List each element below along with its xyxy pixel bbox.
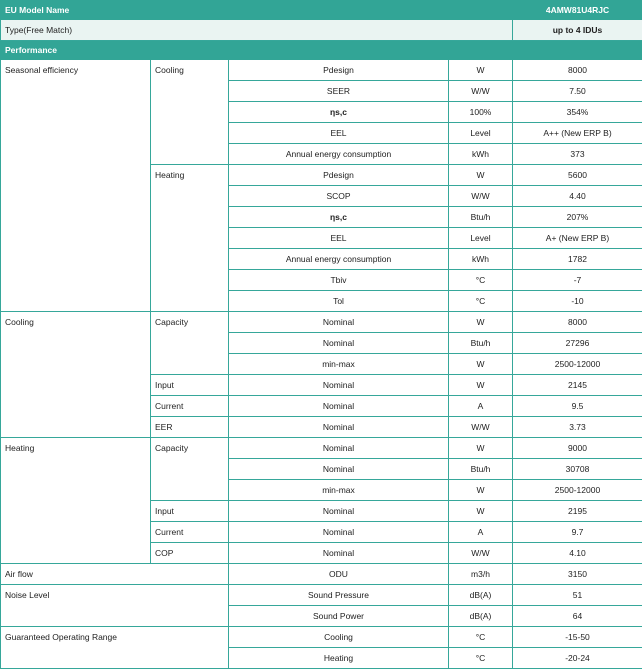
unit-cell: °C (449, 627, 513, 648)
param-cell: Annual energy consumption (229, 144, 449, 165)
value-cell: 3.73 (513, 417, 642, 438)
unit-cell: Btu/h (449, 459, 513, 480)
value-cell: 30708 (513, 459, 642, 480)
param-cell: Nominal (229, 501, 449, 522)
param-cell: Nominal (229, 522, 449, 543)
unit-cell: A (449, 396, 513, 417)
seasonal-heating-label: Heating (151, 165, 229, 312)
unit-cell: °C (449, 270, 513, 291)
cooling-input-label: Input (151, 375, 229, 396)
seasonal-cooling-label: Cooling (151, 60, 229, 165)
unit-cell: Btu/h (449, 333, 513, 354)
param-cell: ηs,c (229, 102, 449, 123)
value-cell: -20-24 (513, 648, 642, 669)
cooling-capacity-label: Capacity (151, 312, 229, 375)
param-cell: Tbiv (229, 270, 449, 291)
cooling-section-label: Cooling (1, 312, 151, 438)
unit-cell: W/W (449, 186, 513, 207)
value-cell: 8000 (513, 312, 642, 333)
unit-cell: °C (449, 648, 513, 669)
value-cell: A+ (New ERP B) (513, 228, 642, 249)
value-cell: 27296 (513, 333, 642, 354)
model-name-value: 4AMW81U4RJC (513, 1, 642, 20)
unit-cell: Btu/h (449, 207, 513, 228)
value-cell: 51 (513, 585, 642, 606)
unit-cell: W (449, 480, 513, 501)
param-cell: min-max (229, 480, 449, 501)
value-cell: 2500-12000 (513, 480, 642, 501)
value-cell: 354% (513, 102, 642, 123)
param-cell: min-max (229, 354, 449, 375)
param-cell: Annual energy consumption (229, 249, 449, 270)
unit-cell: 100% (449, 102, 513, 123)
param-cell: SEER (229, 81, 449, 102)
value-cell: 2195 (513, 501, 642, 522)
param-cell: Pdesign (229, 60, 449, 81)
value-cell: 4.40 (513, 186, 642, 207)
param-cell: ODU (229, 564, 449, 585)
value-cell: 4.10 (513, 543, 642, 564)
seasonal-efficiency-label: Seasonal efficiency (1, 60, 151, 312)
heating-section-label: Heating (1, 438, 151, 564)
value-cell: -7 (513, 270, 642, 291)
unit-cell: W (449, 165, 513, 186)
param-cell: SCOP (229, 186, 449, 207)
unit-cell: W/W (449, 543, 513, 564)
unit-cell: dB(A) (449, 585, 513, 606)
param-cell: Sound Pressure (229, 585, 449, 606)
param-cell: Nominal (229, 438, 449, 459)
operating-range-label: Guaranteed Operating Range (1, 627, 229, 669)
unit-cell: W (449, 60, 513, 81)
heating-input-label: Input (151, 501, 229, 522)
table-row (1, 60, 642, 81)
performance-header: Performance (1, 41, 642, 60)
cooling-eer-label: EER (151, 417, 229, 438)
heating-cop-label: COP (151, 543, 229, 564)
unit-cell: W (449, 438, 513, 459)
unit-cell: m3/h (449, 564, 513, 585)
table-row (1, 585, 642, 606)
value-cell: 9000 (513, 438, 642, 459)
heating-capacity-label: Capacity (151, 438, 229, 501)
value-cell: -15-50 (513, 627, 642, 648)
param-cell: Sound Power (229, 606, 449, 627)
value-cell: 7.50 (513, 81, 642, 102)
heating-current-label: Current (151, 522, 229, 543)
value-cell: 5600 (513, 165, 642, 186)
value-cell: 1782 (513, 249, 642, 270)
param-cell: Cooling (229, 627, 449, 648)
table-row (1, 312, 642, 333)
unit-cell: W (449, 354, 513, 375)
unit-cell: A (449, 522, 513, 543)
param-cell: Tol (229, 291, 449, 312)
table-row (1, 627, 642, 648)
param-cell: Nominal (229, 543, 449, 564)
param-cell: Heating (229, 648, 449, 669)
air-flow-label: Air flow (1, 564, 229, 585)
param-cell: EEL (229, 123, 449, 144)
cooling-current-label: Current (151, 396, 229, 417)
param-cell: ηs,c (229, 207, 449, 228)
param-cell: Nominal (229, 417, 449, 438)
value-cell: 373 (513, 144, 642, 165)
unit-cell: W (449, 312, 513, 333)
value-cell: 64 (513, 606, 642, 627)
value-cell: -10 (513, 291, 642, 312)
param-cell: EEL (229, 228, 449, 249)
value-cell: 2500-12000 (513, 354, 642, 375)
type-value: up to 4 IDUs (513, 20, 642, 41)
unit-cell: W (449, 375, 513, 396)
unit-cell: Level (449, 123, 513, 144)
type-row (1, 20, 642, 41)
value-cell: 3150 (513, 564, 642, 585)
unit-cell: Level (449, 228, 513, 249)
value-cell: 9.7 (513, 522, 642, 543)
unit-cell: kWh (449, 144, 513, 165)
unit-cell: W (449, 501, 513, 522)
noise-level-label: Noise Level (1, 585, 229, 627)
unit-cell: dB(A) (449, 606, 513, 627)
value-cell: 9.5 (513, 396, 642, 417)
type-label: Type(Free Match) (1, 20, 513, 41)
param-cell: Pdesign (229, 165, 449, 186)
table-row (1, 564, 642, 585)
param-cell: Nominal (229, 312, 449, 333)
value-cell: 2145 (513, 375, 642, 396)
value-cell: 207% (513, 207, 642, 228)
unit-cell: W/W (449, 417, 513, 438)
table-row (1, 438, 642, 459)
value-cell: 8000 (513, 60, 642, 81)
param-cell: Nominal (229, 333, 449, 354)
param-cell: Nominal (229, 459, 449, 480)
performance-row (1, 41, 642, 60)
unit-cell: °C (449, 291, 513, 312)
table-header-row (1, 1, 642, 20)
model-name-label: EU Model Name (1, 1, 513, 20)
unit-cell: kWh (449, 249, 513, 270)
value-cell: A++ (New ERP B) (513, 123, 642, 144)
unit-cell: W/W (449, 81, 513, 102)
param-cell: Nominal (229, 375, 449, 396)
param-cell: Nominal (229, 396, 449, 417)
